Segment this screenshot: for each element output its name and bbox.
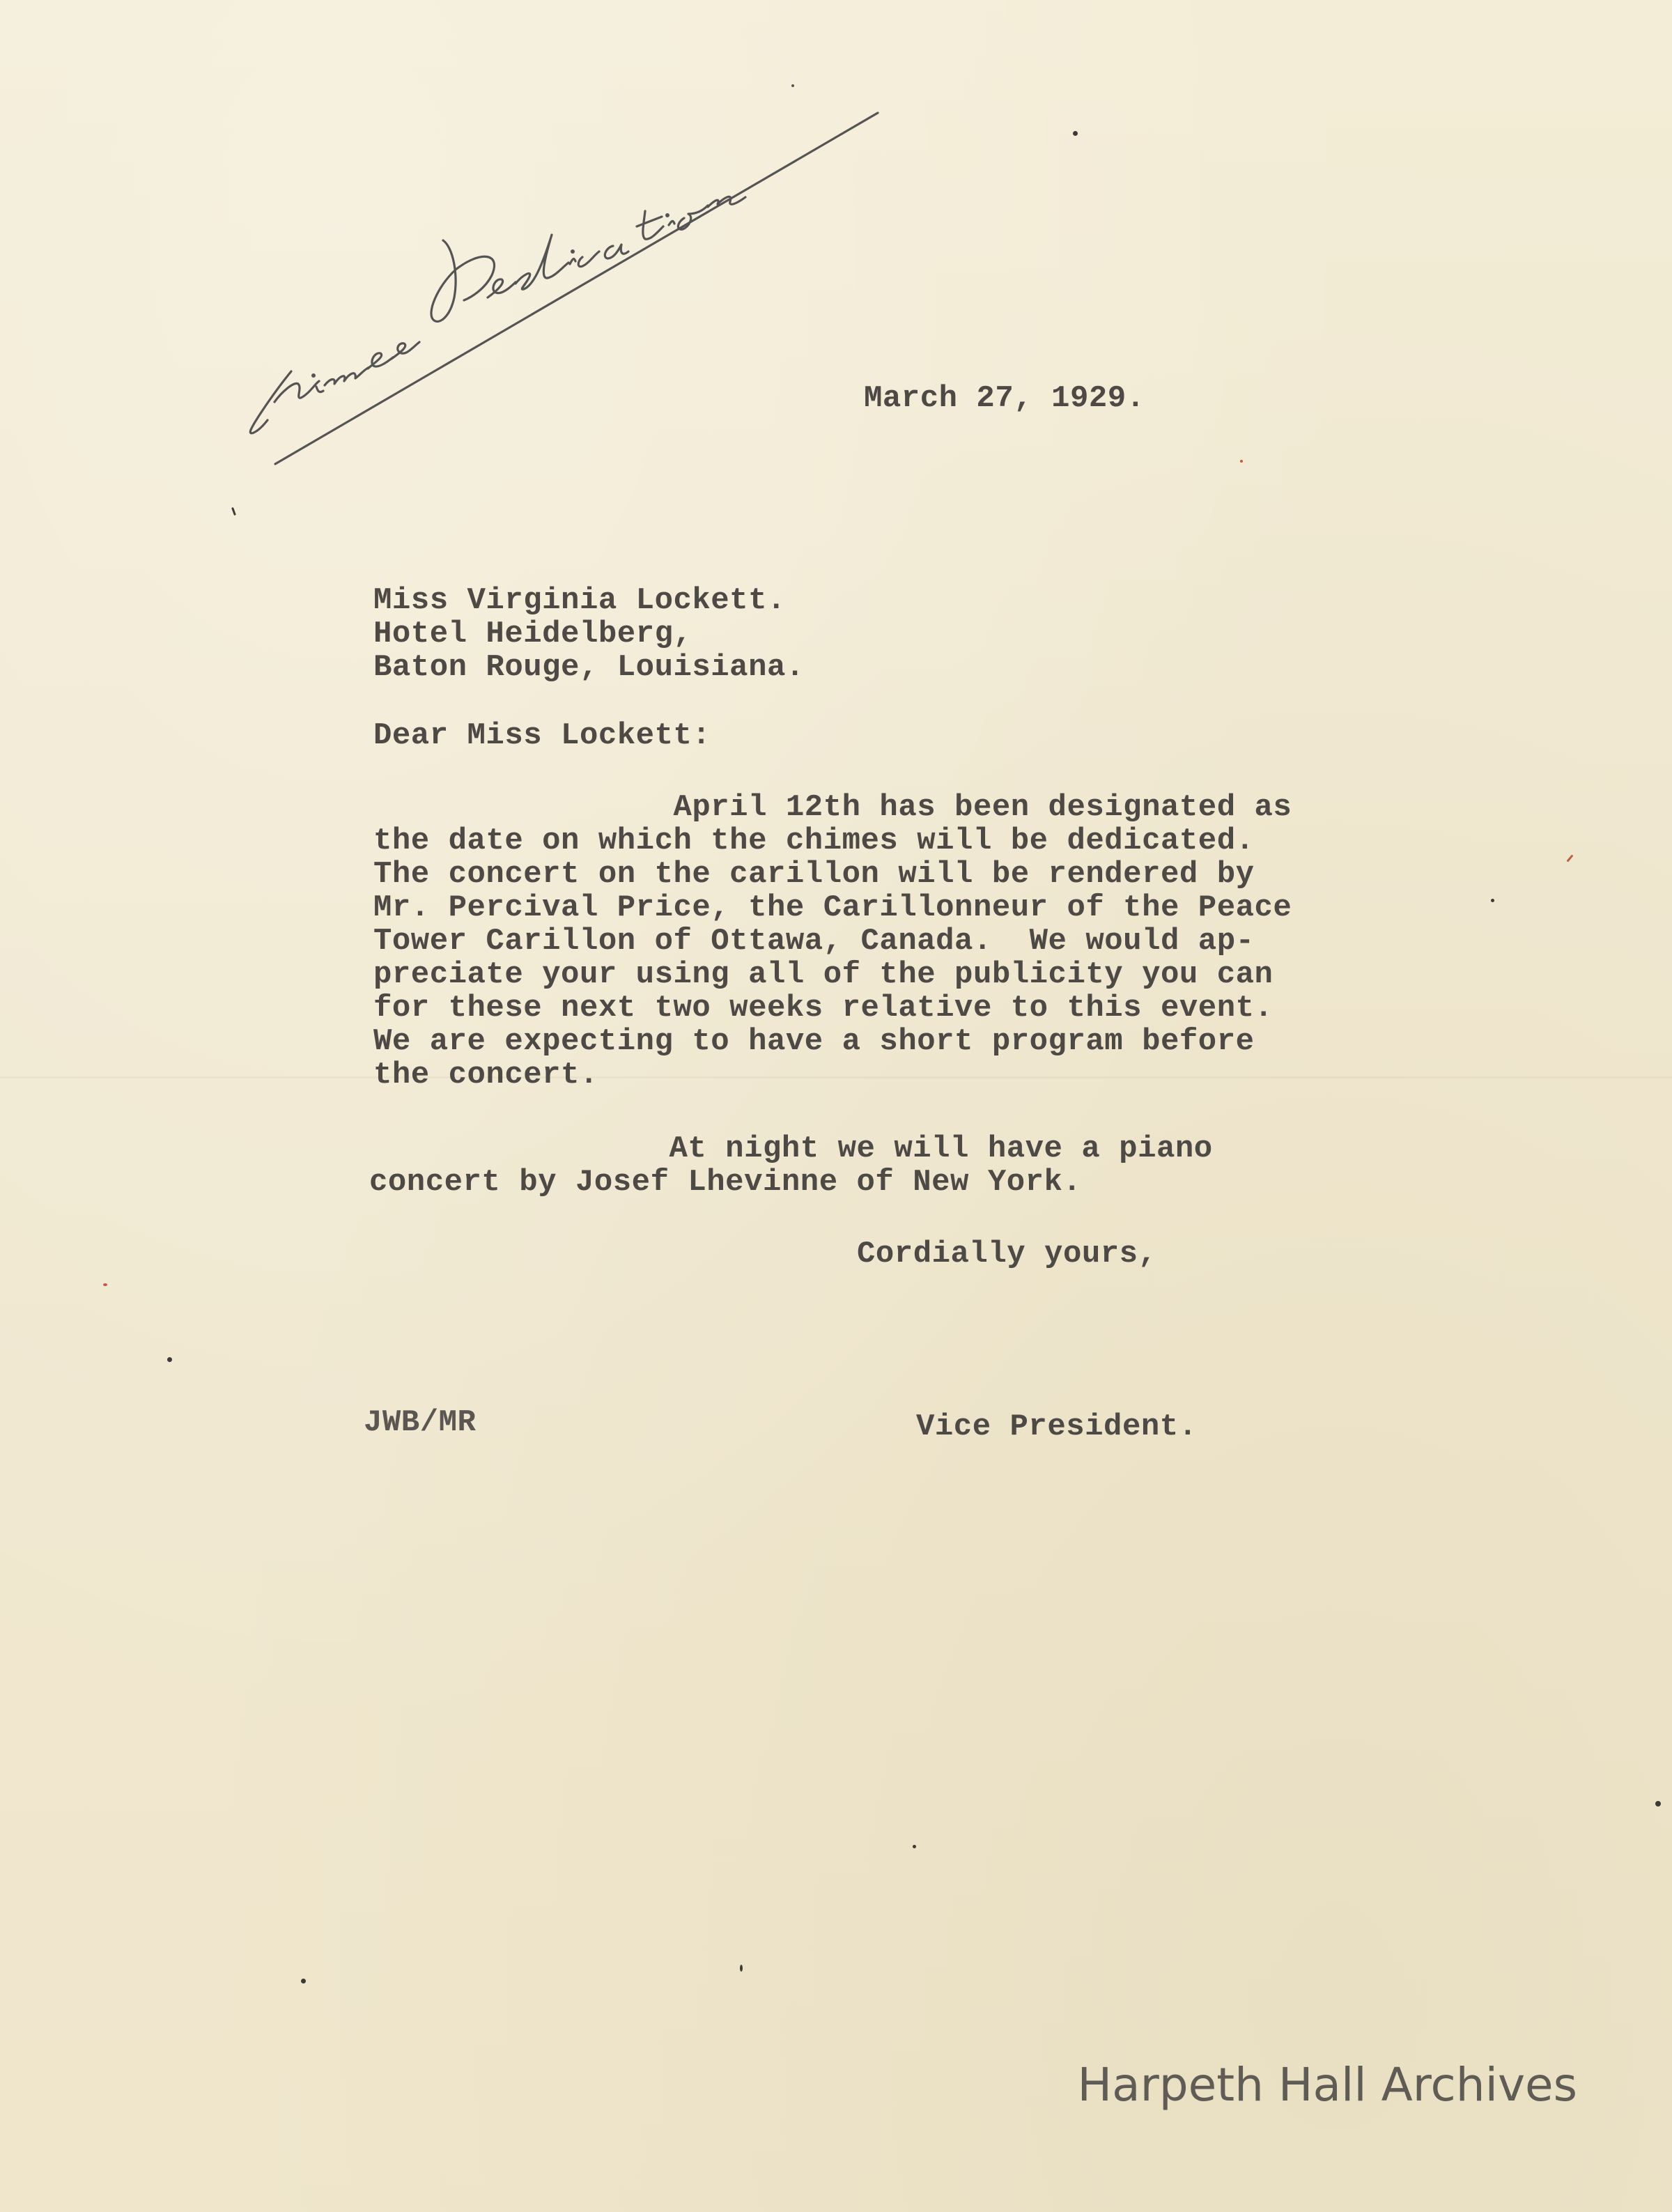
recipient-name: Miss Virginia Lockett. — [373, 583, 786, 618]
closing: Cordially yours, — [857, 1237, 1157, 1271]
letter-date: March 27, 1929. — [864, 381, 1145, 416]
body-line: concert by Josef Lhevinne of New York. — [369, 1165, 1082, 1200]
body-line: At night we will have a piano — [369, 1131, 1213, 1166]
body-line: the concert. — [373, 1058, 598, 1092]
paper-speck — [1566, 854, 1573, 862]
body-line: Mr. Percival Price, the Carillonneur of the Peace — [373, 890, 1292, 925]
paper-speck — [1240, 460, 1243, 463]
recipient-address — [373, 584, 805, 684]
body-line: Tower Carillon of Ottawa, Canada. We would ap- — [373, 924, 1255, 959]
handwritten-annotation — [237, 80, 892, 484]
body-line: for these next two weeks relative to this event. — [373, 991, 1274, 1026]
body-line: the date on which the chimes will be dedicated. — [373, 823, 1255, 858]
typist-initials: JWB/MR — [364, 1405, 477, 1440]
paper-speck — [1491, 899, 1494, 902]
recipient-city: Baton Rouge, Louisiana. — [373, 650, 805, 685]
body-line: We are expecting to have a short program before — [373, 1024, 1255, 1059]
pencil-underline-stroke — [275, 113, 878, 464]
archive-watermark: Harpeth Hall Archives — [1077, 2058, 1577, 2112]
paper-speck — [301, 1979, 306, 1983]
paper-speck — [913, 1845, 916, 1848]
paper-speck — [740, 1965, 743, 1972]
body-line: The concert on the carillon will be rendered by — [373, 857, 1255, 892]
signer-title: Vice President. — [916, 1409, 1198, 1444]
body-paragraph-1 — [373, 791, 1292, 1092]
paper-speck — [1655, 1801, 1661, 1807]
recipient-hotel: Hotel Heidelberg, — [373, 617, 692, 651]
body-line: preciate your using all of the publicity you can — [373, 957, 1274, 992]
paper-speck — [1073, 131, 1078, 136]
paper-speck — [167, 1357, 172, 1362]
paper-speck — [231, 507, 236, 516]
salutation: Dear Miss Lockett: — [373, 718, 711, 753]
body-line: April 12th has been designated as — [373, 790, 1292, 825]
paper-speck — [103, 1283, 107, 1286]
body-paragraph-2 — [369, 1132, 1213, 1199]
